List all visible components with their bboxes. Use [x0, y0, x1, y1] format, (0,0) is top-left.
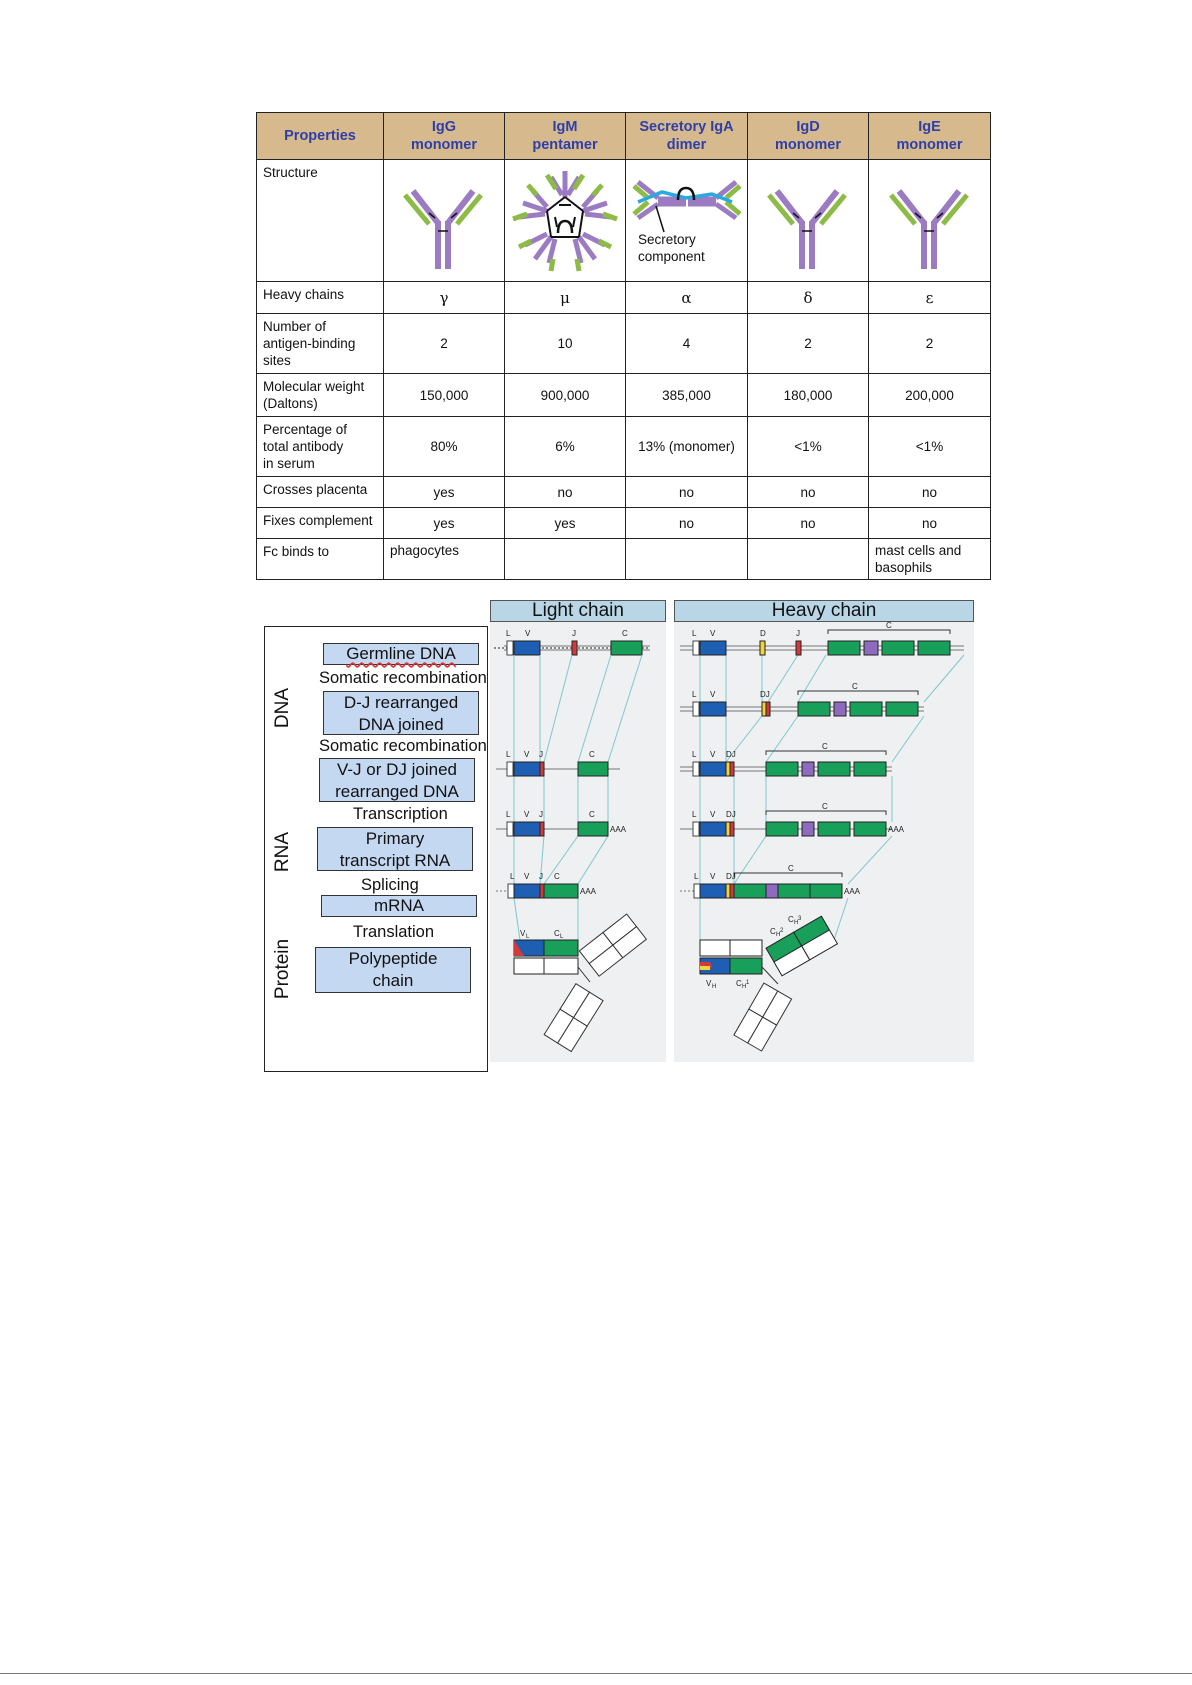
- label-D: D: [760, 629, 766, 638]
- step-transcription: Transcription: [353, 805, 448, 823]
- svg-text:AAA: AAA: [580, 887, 597, 896]
- table-cell: 2: [869, 314, 991, 374]
- svg-text:V: V: [706, 979, 712, 988]
- row-label: Fc binds to: [257, 539, 384, 580]
- svg-text:V: V: [710, 872, 716, 881]
- step-somatic-recombination-1: Somatic recombination: [319, 669, 487, 687]
- svg-text:C: C: [822, 742, 828, 751]
- table-cell: 900,000: [505, 374, 626, 417]
- germline-dna-box: Germline DNA: [323, 643, 479, 665]
- heavy-chains-row: [257, 282, 991, 314]
- label-C: C: [886, 622, 892, 630]
- svg-text:H: H: [742, 984, 747, 990]
- igg-structure-cell: [384, 160, 505, 282]
- table-cell: [748, 539, 869, 580]
- header-igg: IgG monomer: [384, 113, 505, 160]
- svg-text:H: H: [776, 932, 781, 938]
- polypeptide-box: Polypeptide chain: [315, 947, 471, 993]
- svg-text:V: V: [710, 750, 716, 759]
- table-cell: 385,000: [626, 374, 748, 417]
- svg-text:H: H: [712, 984, 717, 990]
- svg-text:C: C: [736, 979, 742, 988]
- table-cell: 200,000: [869, 374, 991, 417]
- svg-text:C: C: [788, 915, 794, 924]
- header-igm: IgM pentamer: [505, 113, 626, 160]
- table-cell: 13% (monomer): [626, 417, 748, 477]
- svg-text:3: 3: [798, 916, 802, 922]
- svg-text:V: V: [520, 929, 526, 938]
- svg-text:1: 1: [746, 980, 750, 986]
- header-iga: Secretory IgA dimer: [626, 113, 748, 160]
- svg-text:C: C: [589, 810, 595, 819]
- table-cell: α: [626, 282, 748, 314]
- svg-text:H: H: [794, 920, 799, 926]
- svg-text:C: C: [554, 929, 560, 938]
- igg-monomer-icon: [399, 171, 489, 271]
- header-ige: IgE monomer: [869, 113, 991, 160]
- iga-structure-cell: [626, 160, 748, 282]
- table-cell: μ: [505, 282, 626, 314]
- svg-text:L: L: [560, 934, 564, 940]
- svg-text:2: 2: [780, 928, 784, 934]
- label-J: J: [796, 629, 800, 638]
- row-label: Fixes complement: [257, 508, 384, 539]
- dj-rearranged-box: D-J rearranged DNA joined: [323, 691, 479, 735]
- table-cell: phagocytes: [384, 539, 505, 580]
- section-label-rna: RNA: [272, 831, 293, 873]
- vj-joined-box: V-J or DJ joined rearranged DNA: [319, 758, 475, 802]
- svg-text:V: V: [710, 690, 716, 699]
- svg-text:L: L: [506, 750, 511, 759]
- table-header-row: [257, 113, 991, 160]
- label-L: L: [506, 629, 511, 638]
- svg-text:C: C: [852, 682, 858, 691]
- label-L: L: [692, 629, 697, 638]
- svg-text:C: C: [822, 802, 828, 811]
- row-label: Molecular weight (Daltons): [257, 374, 384, 417]
- antigen-binding-sites-row: [257, 314, 991, 374]
- table-cell: [626, 539, 748, 580]
- table-cell: <1%: [869, 417, 991, 477]
- table-cell: yes: [384, 477, 505, 508]
- svg-text:C: C: [788, 864, 794, 873]
- svg-text:J: J: [539, 872, 543, 881]
- table-cell: no: [869, 508, 991, 539]
- step-translation: Translation: [353, 923, 435, 941]
- row-label: Percentage of total antibody in serum: [257, 417, 384, 477]
- table-cell: 2: [384, 314, 505, 374]
- igd-structure-cell: [748, 160, 869, 282]
- row-label: Crosses placenta: [257, 477, 384, 508]
- svg-text:V: V: [710, 810, 716, 819]
- header-igd: IgD monomer: [748, 113, 869, 160]
- svg-text:L: L: [694, 872, 699, 881]
- label-C: C: [622, 629, 628, 638]
- heavy-chain-title: Heavy chain: [674, 600, 974, 622]
- heavy-chain-diagram: [674, 622, 974, 1062]
- structure-row: [257, 160, 991, 282]
- mrna-box: mRNA: [321, 895, 477, 917]
- table-cell: no: [869, 477, 991, 508]
- light-chain-title: Light chain: [490, 600, 666, 622]
- svg-text:AAA: AAA: [844, 887, 861, 896]
- svg-text:J: J: [539, 750, 543, 759]
- table-cell: no: [748, 508, 869, 539]
- table-cell: 150,000: [384, 374, 505, 417]
- molecular-weight-row: [257, 374, 991, 417]
- label-J: J: [572, 629, 576, 638]
- polyA-label: AAA: [610, 825, 627, 834]
- ige-monomer-icon: [885, 171, 975, 271]
- table-cell: 180,000: [748, 374, 869, 417]
- secretory-component-label: Secretory component: [638, 232, 705, 264]
- svg-text:L: L: [510, 872, 515, 881]
- svg-text:C: C: [770, 927, 776, 936]
- structure-label: Structure: [257, 160, 384, 282]
- row-label: Number of antigen-binding sites: [257, 314, 384, 374]
- igm-structure-cell: [505, 160, 626, 282]
- primary-transcript-box: Primary transcript RNA: [317, 827, 473, 871]
- igm-pentamer-icon: [507, 167, 623, 275]
- table-cell: 2: [748, 314, 869, 374]
- header-properties: Properties: [257, 113, 384, 160]
- fc-binds-row: [257, 539, 991, 580]
- table-cell: yes: [384, 508, 505, 539]
- svg-text:L: L: [692, 750, 697, 759]
- polyA-label: AAA: [888, 825, 905, 834]
- table-cell: 6%: [505, 417, 626, 477]
- table-cell: 10: [505, 314, 626, 374]
- igd-monomer-icon: [763, 171, 853, 271]
- svg-text:V: V: [524, 810, 530, 819]
- light-chain-diagram: [490, 622, 666, 1062]
- table-cell: no: [748, 477, 869, 508]
- ige-structure-cell: [869, 160, 991, 282]
- page-bottom-rule: [0, 1673, 1192, 1674]
- step-somatic-recombination-2: Somatic recombination: [319, 737, 487, 755]
- svg-text:DJ: DJ: [726, 872, 736, 881]
- row-label: Heavy chains: [257, 282, 384, 314]
- label-V: V: [710, 629, 716, 638]
- fixes-complement-row: [257, 508, 991, 539]
- section-label-dna: DNA: [272, 687, 293, 729]
- table-cell: 80%: [384, 417, 505, 477]
- label-V: V: [525, 629, 531, 638]
- table-cell: <1%: [748, 417, 869, 477]
- table-cell: 4: [626, 314, 748, 374]
- svg-text:C: C: [589, 750, 595, 759]
- svg-text:C: C: [554, 872, 560, 881]
- table-cell: no: [626, 508, 748, 539]
- table-cell: yes: [505, 508, 626, 539]
- svg-text:DJ: DJ: [726, 750, 736, 759]
- svg-text:V: V: [524, 750, 530, 759]
- crosses-placenta-row: [257, 477, 991, 508]
- svg-text:L: L: [692, 690, 697, 699]
- percentage-serum-row: [257, 417, 991, 477]
- gene-expression-flow-panel: [264, 626, 488, 1072]
- section-label-protein: Protein: [272, 938, 293, 1000]
- svg-text:DJ: DJ: [760, 690, 770, 699]
- svg-text:L: L: [692, 810, 697, 819]
- svg-text:J: J: [539, 810, 543, 819]
- table-cell: ε: [869, 282, 991, 314]
- table-cell: no: [505, 477, 626, 508]
- table-cell: δ: [748, 282, 869, 314]
- table-cell: mast cells and basophils: [869, 539, 991, 580]
- table-cell: γ: [384, 282, 505, 314]
- table-cell: no: [626, 477, 748, 508]
- svg-text:V: V: [524, 872, 530, 881]
- svg-text:L: L: [526, 934, 530, 940]
- svg-text:L: L: [506, 810, 511, 819]
- immunoglobulin-properties-table: [256, 112, 991, 580]
- svg-text:DJ: DJ: [726, 810, 736, 819]
- step-splicing: Splicing: [361, 876, 419, 894]
- table-cell: [505, 539, 626, 580]
